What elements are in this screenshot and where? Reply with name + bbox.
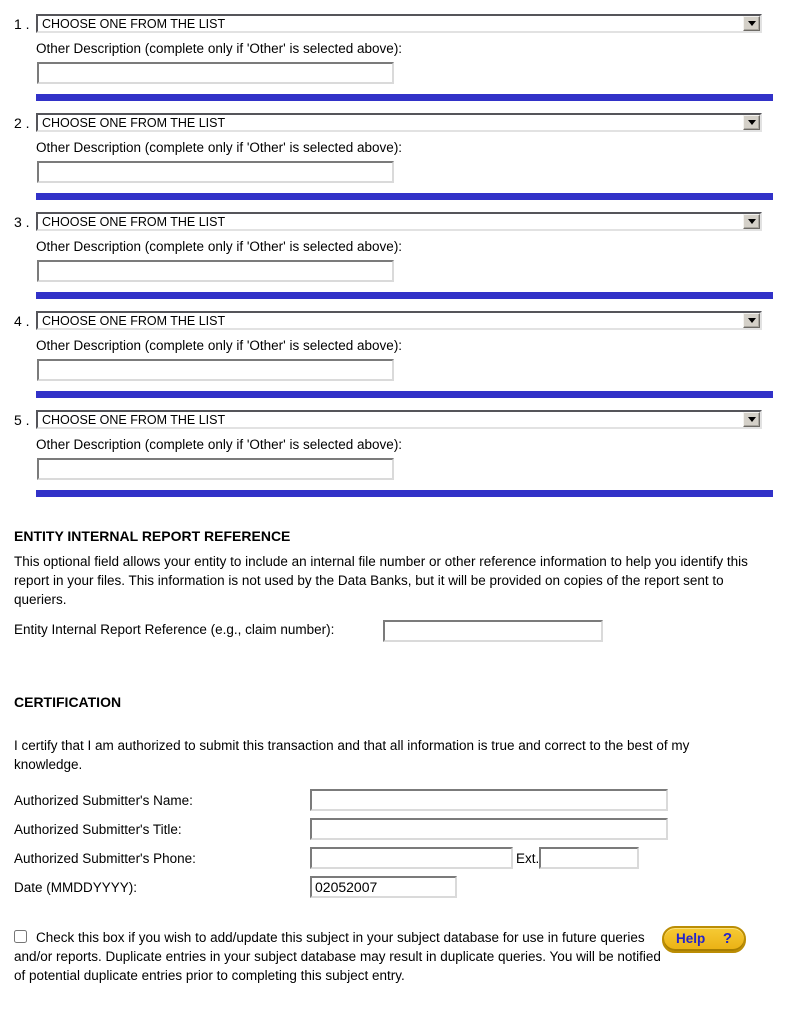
subject-database-text: Check this box if you wish to add/update this subject in your subject database for use in future queries and/or reports. Duplicate entries in your subject database may result in duplicate queries. You will be notified of potential duplicate entries prior to completing this subject entry.: [14, 930, 661, 983]
certification-heading: CERTIFICATION: [14, 694, 122, 710]
section-divider: [36, 94, 773, 101]
other-description-label: Other Description (complete only if 'Other' is selected above):: [36, 140, 403, 155]
section-number: 4 .: [14, 312, 30, 329]
caret-down-icon: [748, 120, 756, 125]
report-field-section: [14, 14, 793, 101]
other-description-input[interactable]: [37, 161, 394, 183]
section-divider: [36, 193, 773, 200]
date-label: Date (MMDDYYYY):: [14, 879, 138, 895]
select-value: CHOOSE ONE FROM THE LIST: [42, 412, 226, 427]
section-number: 5 .: [14, 411, 30, 428]
section-divider: [36, 490, 773, 497]
phone-ext-label: Ext.: [516, 850, 540, 866]
entity-reference-label: Entity Internal Report Reference (e.g., claim number):: [14, 622, 335, 637]
select-value: CHOOSE ONE FROM THE LIST: [42, 115, 226, 130]
other-description-label: Other Description (complete only if 'Other' is selected above):: [36, 239, 403, 254]
section-number: 3 .: [14, 213, 30, 230]
caret-down-icon: [748, 417, 756, 422]
entity-reference-heading: ENTITY INTERNAL REPORT REFERENCE: [14, 528, 291, 544]
other-description-label: Other Description (complete only if 'Other' is selected above):: [36, 437, 403, 452]
certification-statement: I certify that I am authorized to submit this transaction and that all information is true and correct to the best of my knowledge.: [14, 738, 690, 772]
report-field-section: [14, 311, 793, 398]
other-description-input[interactable]: [37, 62, 394, 84]
report-field-section: [14, 212, 793, 299]
submitter-name-input[interactable]: [310, 789, 668, 811]
select-value: CHOOSE ONE FROM THE LIST: [42, 214, 226, 229]
dropdown-arrow-button[interactable]: [743, 313, 760, 328]
section-divider: [36, 391, 773, 398]
other-description-input[interactable]: [37, 458, 394, 480]
certification-section: [14, 694, 793, 898]
report-field-section: [14, 113, 793, 200]
other-description-label: Other Description (complete only if 'Other' is selected above):: [36, 338, 403, 353]
section-number: 2 .: [14, 114, 30, 131]
dropdown-arrow-button[interactable]: [743, 412, 760, 427]
dropdown-arrow-button[interactable]: [743, 115, 760, 130]
report-field-section: [14, 410, 793, 497]
caret-down-icon: [748, 219, 756, 224]
select-value: CHOOSE ONE FROM THE LIST: [42, 313, 226, 328]
submitter-phone-input[interactable]: [310, 847, 513, 869]
submitter-title-label: Authorized Submitter's Title:: [14, 821, 182, 837]
submitter-phone-label: Authorized Submitter's Phone:: [14, 850, 196, 866]
phone-ext-input[interactable]: [539, 847, 639, 869]
choose-from-list-select[interactable]: [36, 14, 762, 33]
section-number: 1 .: [14, 15, 30, 32]
dropdown-arrow-button[interactable]: [743, 16, 760, 31]
entity-reference-section: [14, 528, 793, 642]
other-description-label: Other Description (complete only if 'Other' is selected above):: [36, 41, 403, 56]
submitter-name-label: Authorized Submitter's Name:: [14, 792, 193, 808]
choose-from-list-select[interactable]: [36, 410, 762, 429]
entity-reference-input[interactable]: [383, 620, 603, 642]
question-mark-icon: ?: [722, 930, 732, 947]
choose-from-list-select[interactable]: [36, 113, 762, 132]
other-description-input[interactable]: [37, 359, 394, 381]
subject-database-checkbox[interactable]: [14, 930, 27, 943]
caret-down-icon: [748, 318, 756, 323]
other-description-input[interactable]: [37, 260, 394, 282]
choose-from-list-select[interactable]: [36, 311, 762, 330]
help-button[interactable]: [662, 926, 746, 953]
subject-database-section: [14, 928, 793, 985]
section-divider: [36, 292, 773, 299]
date-input[interactable]: [310, 876, 457, 898]
caret-down-icon: [748, 21, 756, 26]
submitter-title-input[interactable]: [310, 818, 668, 840]
choose-from-list-select[interactable]: [36, 212, 762, 231]
select-value: CHOOSE ONE FROM THE LIST: [42, 16, 226, 31]
help-button-label: Help: [676, 931, 706, 946]
dropdown-arrow-button[interactable]: [743, 214, 760, 229]
entity-reference-description: This optional field allows your entity to include an internal file number or other reference information to help you identify this report in your files. This information is not used by the Data Banks, but it will be provided on copies of the report sent to queriers.: [14, 554, 748, 607]
